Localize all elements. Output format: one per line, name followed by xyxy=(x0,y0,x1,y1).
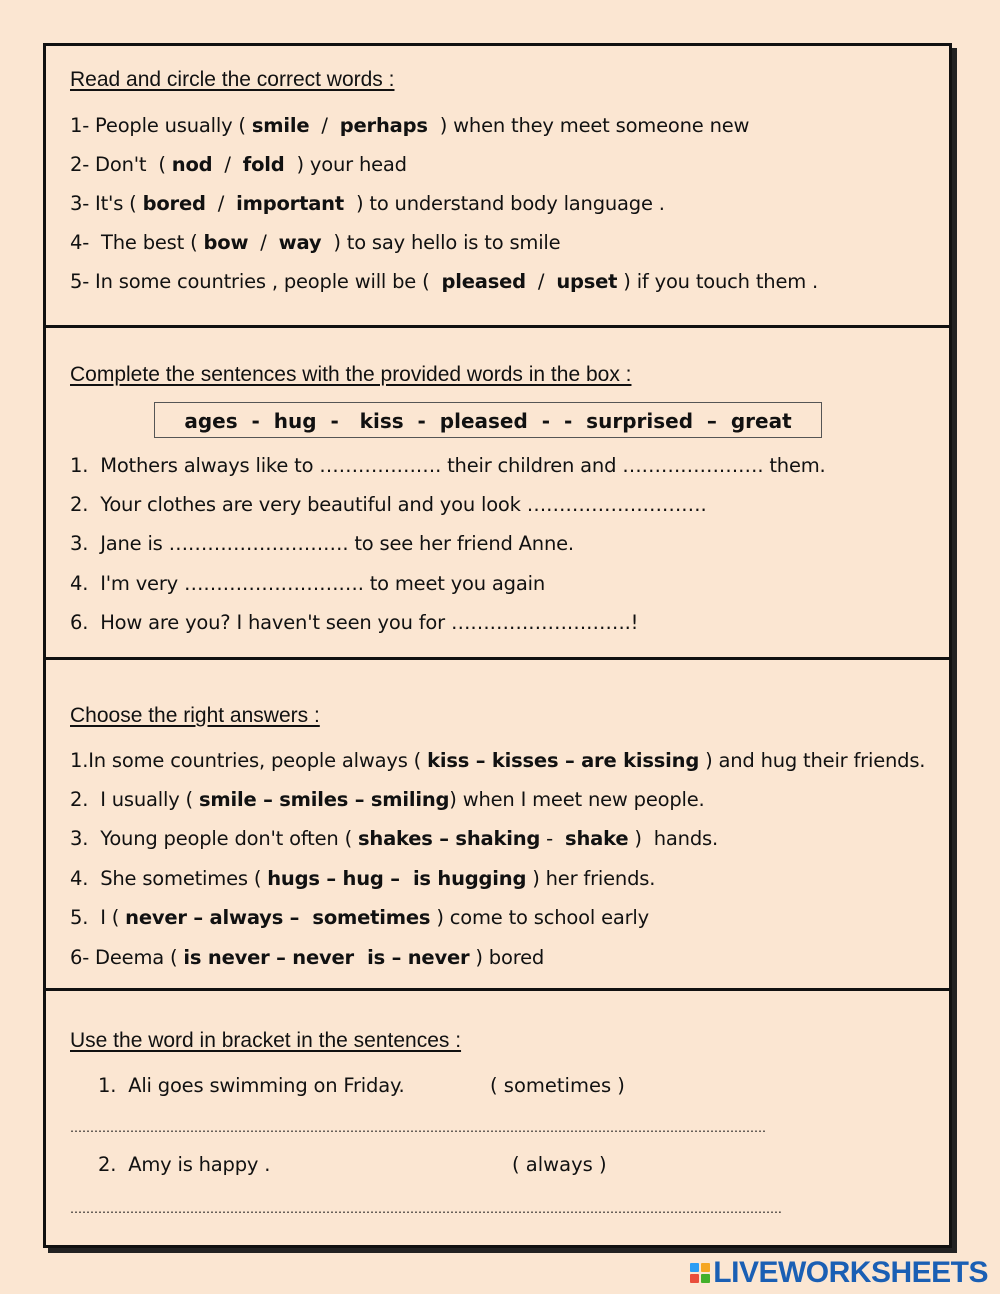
option-a[interactable]: pleased xyxy=(441,270,526,293)
answer-options[interactable]: is never – never is – never xyxy=(183,946,470,969)
section-heading: Choose the right answers : xyxy=(70,704,320,727)
answer-options[interactable]: shake xyxy=(565,827,629,850)
answer-line[interactable]: ………………………………………………………………………………………………………………………………………………………… xyxy=(70,1121,766,1135)
option-a[interactable]: bored xyxy=(142,192,206,215)
option-a[interactable]: nod xyxy=(171,153,213,176)
option-a[interactable]: bow xyxy=(203,231,249,254)
option-b[interactable]: fold xyxy=(242,153,285,176)
section-use-word xyxy=(46,991,949,1245)
exercise-line[interactable]: 3. Jane is ………………………. to see her friend Anne. xyxy=(70,532,574,555)
exercise-line: 5. I ( never – always – sometimes ) come to school early xyxy=(70,906,649,929)
liveworksheets-logo xyxy=(690,1256,988,1290)
word-box: ages - hug - kiss - pleased - - surprised – great xyxy=(154,402,822,438)
answer-options[interactable]: shakes – shaking xyxy=(357,827,541,850)
section-heading: Read and circle the correct words : xyxy=(70,68,395,91)
exercise-line: 5- In some countries , people will be ( pleased / upset ) if you touch them . xyxy=(70,270,819,293)
exercise-line[interactable]: 6. How are you? I haven't seen you for ……………………….! xyxy=(70,611,639,634)
logo-square xyxy=(701,1274,710,1283)
logo-square xyxy=(690,1263,699,1272)
section-heading: Complete the sentences with the provided words in the box : xyxy=(70,363,632,386)
section-choose-answers xyxy=(46,660,949,991)
exercise-line: 3- It's ( bored / important ) to understand body language . xyxy=(70,192,665,215)
exercise-line: 3. Young people don't often ( shakes – shaking - shake ) hands. xyxy=(70,827,718,850)
answer-line[interactable]: ……………………………………………………………………………………………………………………………………………………………. xyxy=(70,1202,782,1216)
section-circle-words xyxy=(46,46,949,328)
option-b[interactable]: perhaps xyxy=(339,114,428,137)
answer-options[interactable]: never – always – sometimes xyxy=(125,906,431,929)
exercise-line[interactable]: 2. Your clothes are very beautiful and you look ………………………. xyxy=(70,493,707,516)
section-heading: Use the word in bracket in the sentences : xyxy=(70,1029,462,1052)
exercise-line: 1- People usually ( smile / perhaps ) when they meet someone new xyxy=(70,114,750,137)
option-a[interactable]: smile xyxy=(251,114,310,137)
answer-options[interactable]: smile – smiles – smiling xyxy=(198,788,450,811)
logo-square xyxy=(690,1274,699,1283)
logo-square xyxy=(701,1263,710,1272)
section-complete-sentences xyxy=(46,328,949,660)
worksheet-frame xyxy=(43,43,952,1248)
answer-options[interactable]: hugs – hug – is hugging xyxy=(267,867,527,890)
exercise-line: 2- Don't ( nod / fold ) your head xyxy=(70,153,407,176)
logo-text: LIVEWORKSHEETS xyxy=(713,1256,988,1289)
bracket-hint: ( always ) xyxy=(512,1153,607,1176)
option-b[interactable]: important xyxy=(236,192,344,215)
bracket-hint: ( sometimes ) xyxy=(490,1074,625,1097)
option-b[interactable]: way xyxy=(278,231,322,254)
exercise-line[interactable]: 4. I'm very ………………………. to meet you again xyxy=(70,572,545,595)
exercise-sentence: 1. Ali goes swimming on Friday. xyxy=(98,1074,405,1097)
exercise-line: 2. I usually ( smile – smiles – smiling) when I meet new people. xyxy=(70,788,705,811)
exercise-line: 1.In some countries, people always ( kiss – kisses – are kissing ) and hug their friends. xyxy=(70,749,926,772)
answer-options[interactable]: kiss – kisses – are kissing xyxy=(427,749,700,772)
exercise-line: 4- The best ( bow / way ) to say hello is to smile xyxy=(70,231,561,254)
logo-grid-icon xyxy=(690,1263,710,1283)
exercise-line[interactable]: 1. Mothers always like to ………………. their children and …………………. them. xyxy=(70,454,826,477)
option-b[interactable]: upset xyxy=(556,270,618,293)
exercise-line: 6- Deema ( is never – never is – never ) bored xyxy=(70,946,545,969)
exercise-sentence: 2. Amy is happy . xyxy=(98,1153,271,1176)
exercise-line: 4. She sometimes ( hugs – hug – is hugging ) her friends. xyxy=(70,867,656,890)
